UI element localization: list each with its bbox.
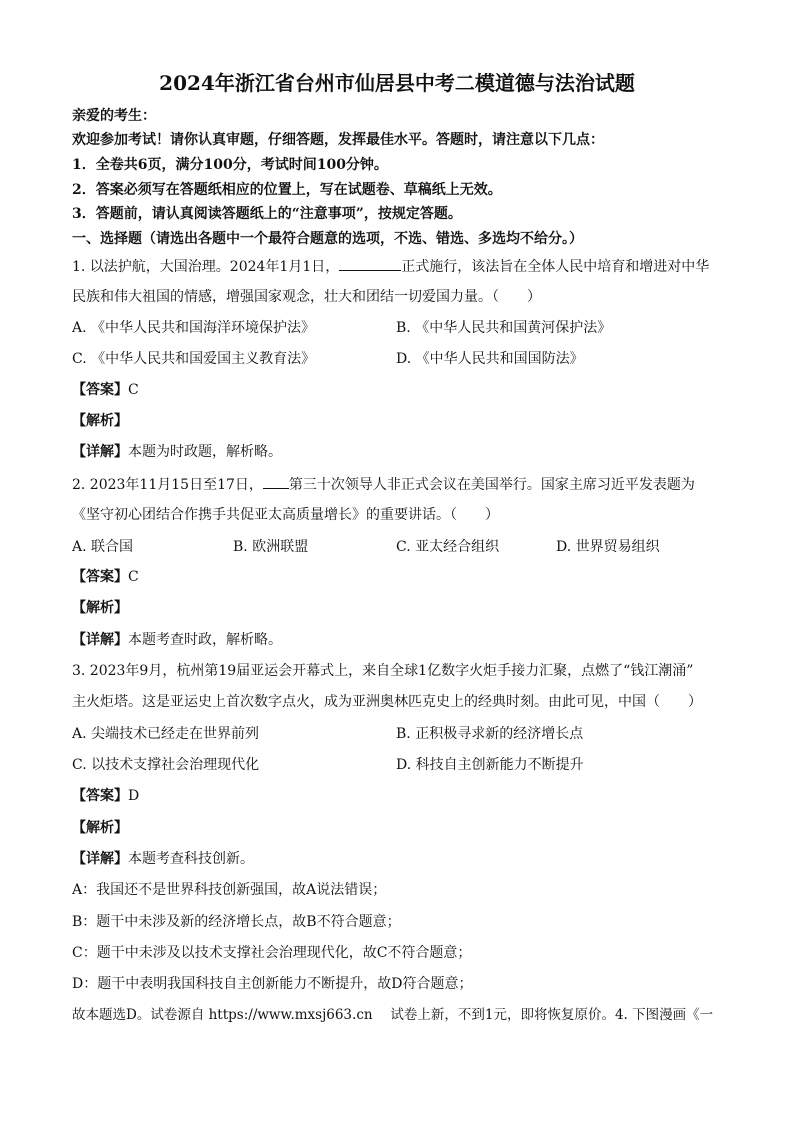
- section-title: 一、选择题（请选出各题中一个最符合题意的选项，不选、错选、多选均不给分。）: [72, 231, 583, 247]
- answer-value: D: [128, 788, 140, 804]
- detail-text: 本题为时政题，解析略。: [128, 444, 282, 460]
- answer-blank: [339, 256, 401, 271]
- q3-explanation-b: B：题干中未涉及新的经济增长点，故B不符合题意；: [72, 914, 401, 930]
- q1-stem-line1: [72, 256, 709, 277]
- q3-option-b: B. 正积极寻求新的经济增长点: [396, 726, 584, 742]
- q2-answer: [72, 567, 139, 587]
- q3-option-c: C. 以技术支撑社会治理现代化: [72, 757, 260, 773]
- q1-option-c: C. 《中华人民共和国爱国主义教育法》: [72, 351, 316, 367]
- q2-detail: [72, 630, 282, 650]
- q2-option-b: B. 欧洲联盟: [233, 539, 309, 555]
- q2-option-d: D. 世界贸易组织: [556, 539, 660, 555]
- q3-stem-line1: 3. 2023年9月，杭州第19届亚运会开幕式上，来自全球1亿数字火炬手接力汇聚，点燃了“钱江潮涌”: [72, 663, 694, 679]
- rule-3: 3．答题前，请认真阅读答题纸上的“注意事项”，按规定答题。: [72, 206, 462, 222]
- detail-text: 本题考查时政，解析略。: [128, 632, 282, 648]
- q1-analysis-label: 【解析】: [72, 413, 128, 429]
- q2-stem-after: 第三十次领导人非正式会议在美国举行。国家主席习近平发表题为: [288, 477, 695, 493]
- q1-option-a: A. 《中华人民共和国海洋环境保护法》: [72, 320, 316, 336]
- detail-label: 【详解】: [72, 851, 128, 867]
- q3-final-line: 故本题选D。试卷源自 https://www.mxsj663.cn 试卷上新，不到1元，即将恢复原价。4. 下图漫画《一: [72, 1007, 714, 1023]
- q3-option-a: A. 尖端技术已经走在世界前列: [72, 726, 260, 742]
- answer-blank: [263, 474, 289, 489]
- q1-option-d: D. 《中华人民共和国国防法》: [396, 351, 584, 367]
- answer-value: C: [128, 569, 139, 585]
- q3-stem-line2: 主火炬塔。这是亚运史上首次数字点火，成为亚洲奥林匹克史上的经典时刻。由此可见，中国（ ）: [72, 694, 702, 710]
- q1-stem-line2: 民族和伟大祖国的情感，增强国家观念，壮大和团结一切爱国力量。（ ）: [72, 289, 541, 305]
- page-title: 2024年浙江省台州市仙居县中考二模道德与法治试题: [159, 71, 635, 95]
- q2-stem-before: 2. 2023年11月15日至17日，: [72, 477, 263, 493]
- q2-stem-line1: [72, 474, 695, 495]
- rule-2: 2．答案必须写在答题纸相应的位置上，写在试题卷、草稿纸上无效。: [72, 182, 502, 198]
- q3-option-d: D. 科技自主创新能力不断提升: [396, 757, 584, 773]
- q1-stem-after: 正式施行，该法旨在全体人民中培育和增进对中华: [401, 259, 710, 275]
- q3-detail: [72, 849, 254, 869]
- answer-label: 【答案】: [72, 569, 128, 585]
- q1-option-b: B. 《中华人民共和国黄河保护法》: [396, 320, 612, 336]
- detail-text: 本题考查科技创新。: [128, 851, 254, 867]
- rule-1: 1．全卷共6页，满分100分，考试时间100分钟。: [72, 157, 388, 173]
- q3-analysis-label: 【解析】: [72, 820, 128, 836]
- q1-answer: [72, 380, 139, 400]
- q3-explanation-c: C：题干中未涉及以技术支撑社会治理现代化，故C不符合题意；: [72, 945, 472, 961]
- welcome-text: 欢迎参加考试！请你认真审题，仔细答题，发挥最佳水平。答题时，请注意以下几点：: [72, 132, 604, 148]
- q2-option-c: C. 亚太经合组织: [396, 539, 500, 555]
- q3-explanation-a: A：我国还不是世界科技创新强国，故A说法错误；: [72, 882, 387, 898]
- answer-label: 【答案】: [72, 382, 128, 398]
- q3-answer: [72, 786, 139, 806]
- q1-stem-before: 1. 以法护航，大国治理。2024年1月1日，: [72, 259, 340, 275]
- q2-analysis-label: 【解析】: [72, 600, 128, 616]
- q1-detail: [72, 442, 282, 462]
- q2-option-a: A. 联合国: [72, 539, 134, 555]
- answer-label: 【答案】: [72, 788, 128, 804]
- detail-label: 【详解】: [72, 632, 128, 648]
- answer-value: C: [128, 382, 139, 398]
- detail-label: 【详解】: [72, 444, 128, 460]
- q2-stem-line2: 《坚守初心团结合作携手共促亚太高质量增长》的重要讲话。（ ）: [72, 507, 499, 523]
- greeting: 亲爱的考生：: [72, 108, 156, 124]
- q3-explanation-d: D：题干中表明我国科技自主创新能力不断提升，故D符合题意；: [72, 976, 473, 992]
